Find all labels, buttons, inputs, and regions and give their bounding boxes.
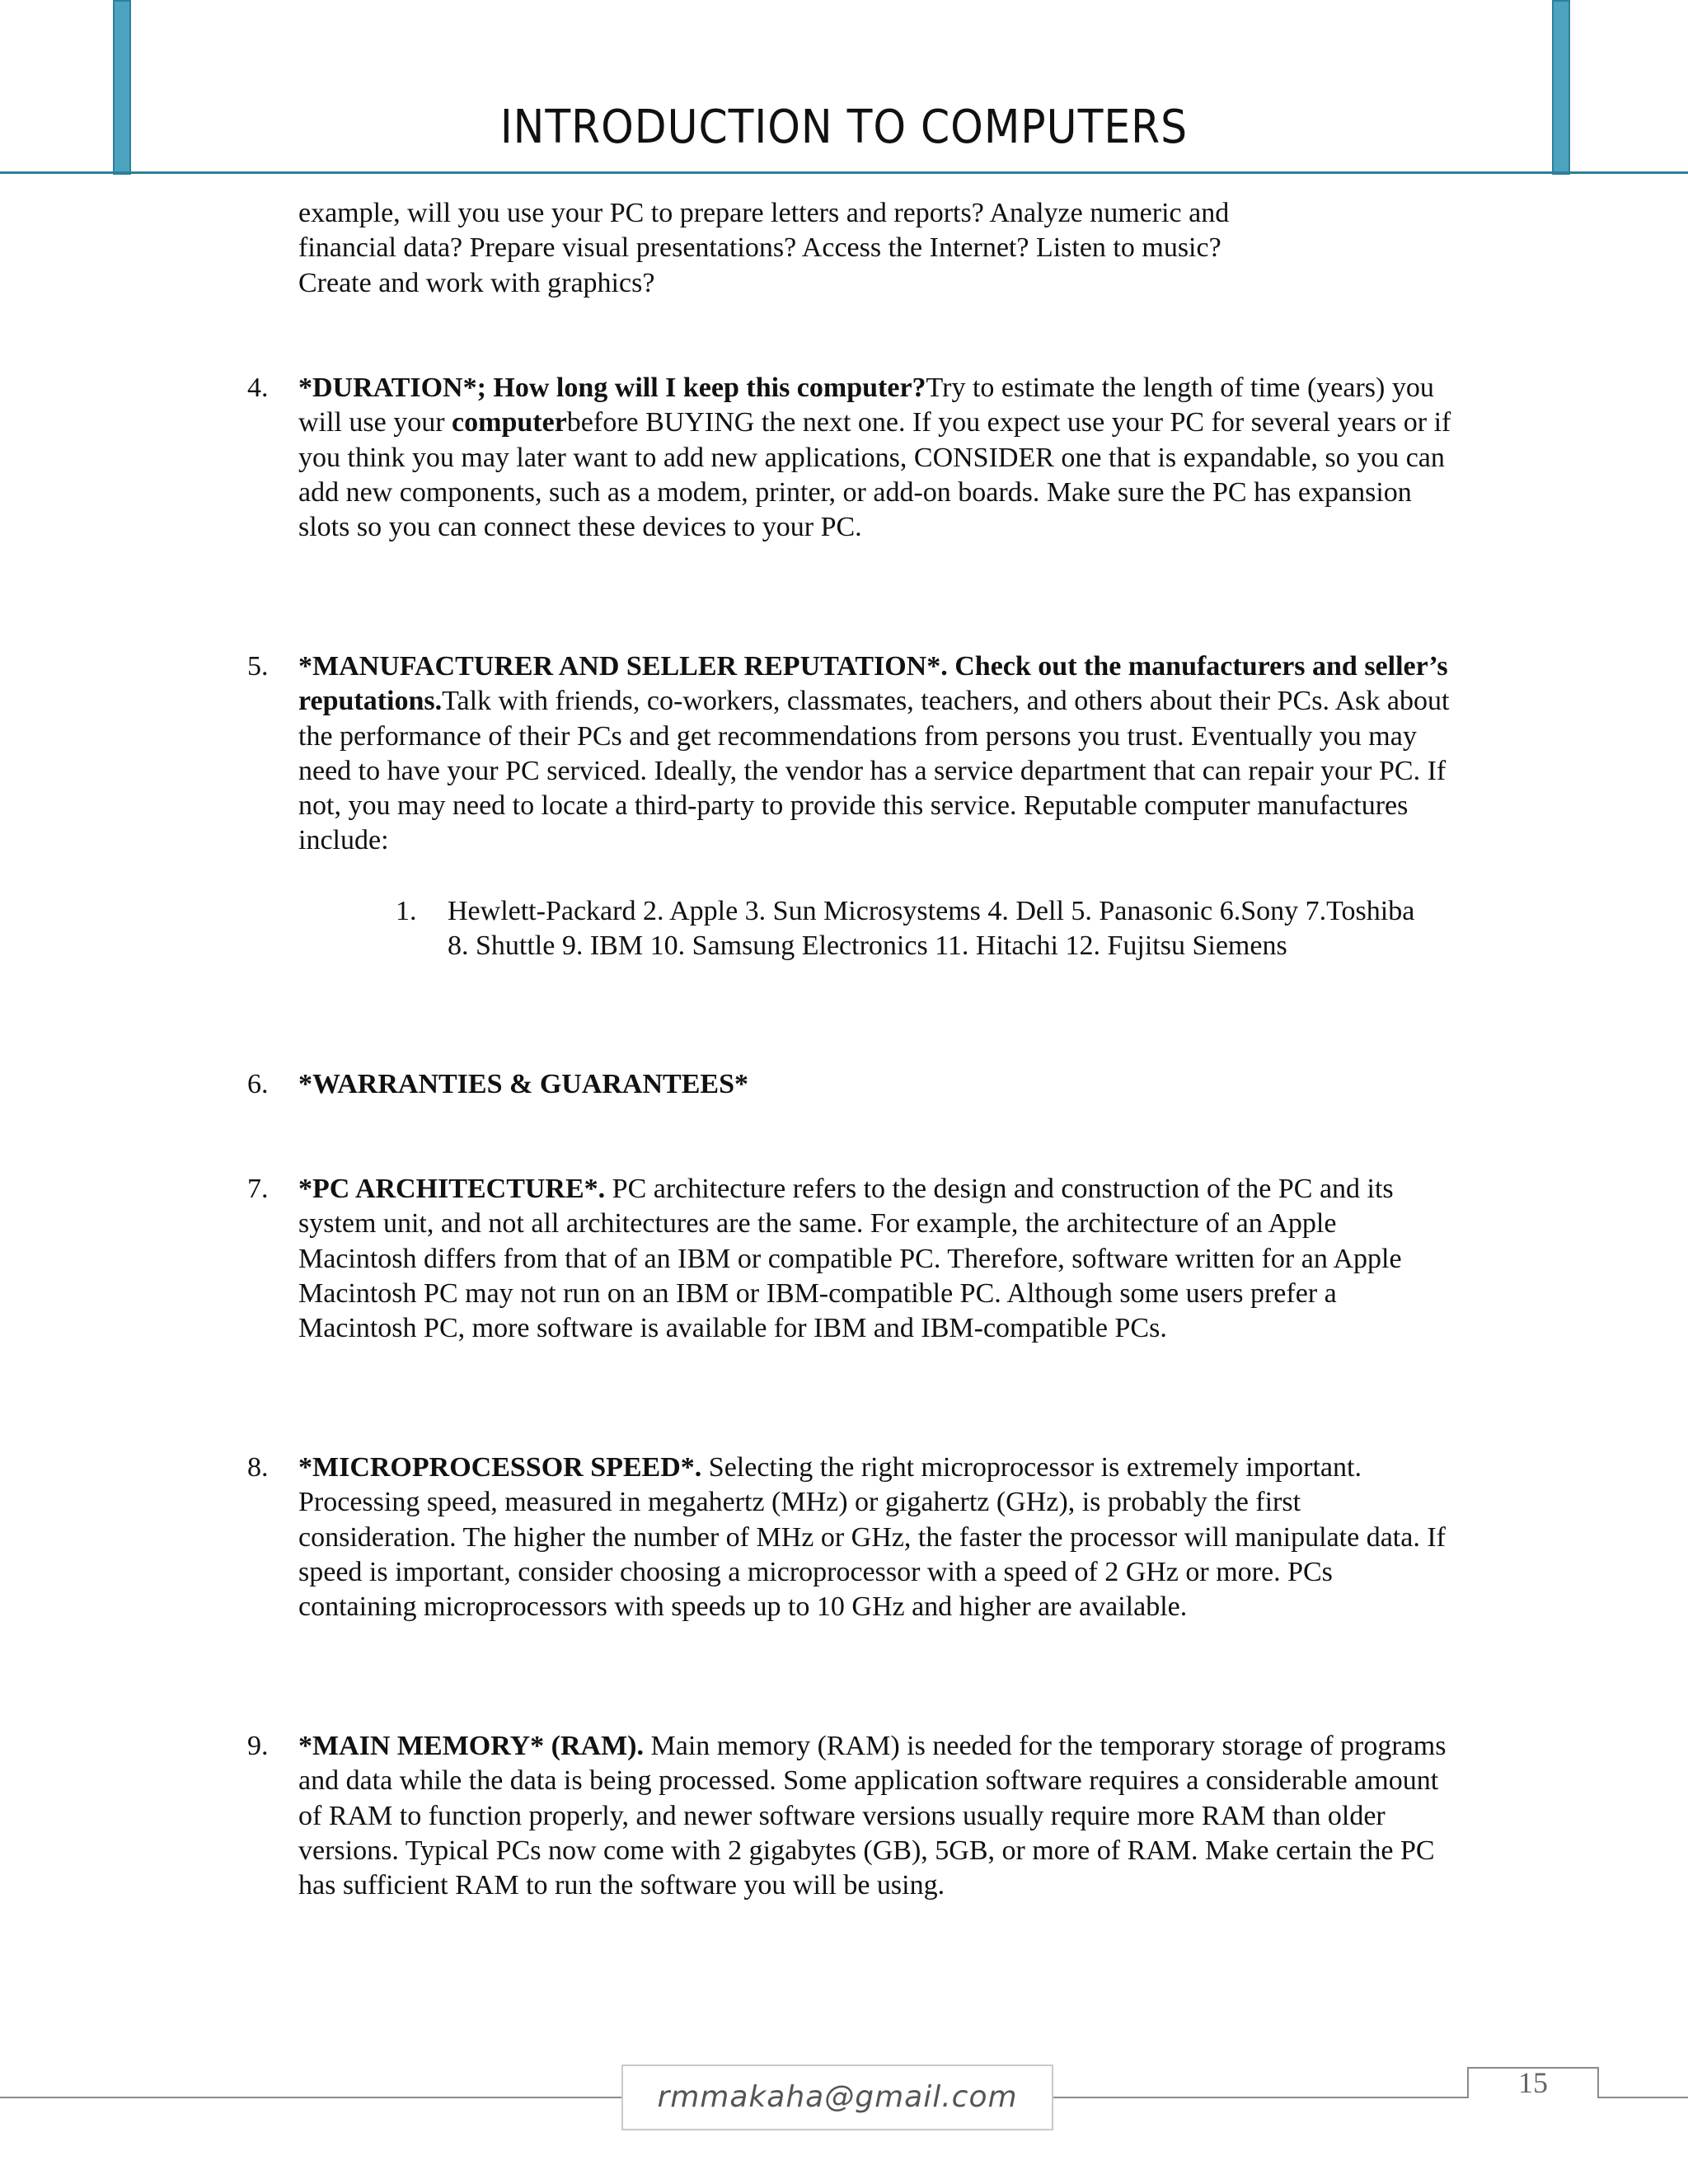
- manufacturer-list-text: Hewlett-Packard 2. Apple 3. Sun Microsystems 4. Dell 5. Panasonic 6.Sony 7.Toshiba 8. Shuttle 9. IBM 10. Samsung Electronics 11. Hitachi 12. Fujitsu Siemens: [448, 896, 1415, 962]
- intro-paragraph: [298, 196, 1452, 301]
- item-text: Main memory (RAM) is needed for the temporary storage of programs and data while the data is being processed. Some application software requires a considerable amount of RAM to function properly, and newer software versions usually require more RAM than older versions. Typical PCs now come with 2 gigabytes (GB), 5GB, or more of RAM. Make certain the PC has sufficient RAM to run the software you will be using.: [298, 1731, 1447, 1901]
- list-item-body: [298, 649, 1452, 859]
- item-text: Talk with friends, co-workers, classmates, teachers, and others about their PCs. Ask about the performance of their PCs and get recommendations from persons you trust. Eventually you may need to have your PC serviced. Ideally, the vendor has a service department that can repair your PC. If not, you may need to locate a third-party to provide this service. Reputable computer manufactures include:: [298, 686, 1450, 856]
- list-item-body: [298, 1729, 1452, 1903]
- item-heading: *DURATION*; How long will I keep this computer?: [298, 373, 926, 403]
- list-item-body: [298, 371, 1452, 545]
- list-number: 6.: [247, 1069, 269, 1099]
- list-item-body: [298, 1067, 1452, 1102]
- footer-email: rmmakaha@gmail.com: [621, 2064, 1053, 2130]
- list-number: 8.: [247, 1452, 269, 1483]
- item-heading: *MANUFACTURER AND SELLER REPUTATION*. Check out the manufacturers and seller’s reputations.: [298, 651, 1448, 717]
- list-number: 7.: [247, 1174, 269, 1204]
- list-number: 9.: [247, 1731, 269, 1761]
- footer-rule-right: [1599, 2097, 1688, 2098]
- list-number: 1.: [396, 896, 417, 926]
- page-title: INTRODUCTION TO COMPUTERS: [499, 101, 1189, 154]
- intro-line: financial data? Prepare visual presentations? Access the Internet? Listen to music?: [298, 232, 1221, 264]
- item-text: PC architecture refers to the design and construction of the PC and its system unit, and not all architectures are the same. For example, the architecture of an Apple Macintosh differs from that of an IBM or compatible PC. Therefore, software written for an Apple Macintosh PC may not run on an IBM or IBM-compatible PC. Although some users prefer a Macintosh PC, more software is available for IBM and IBM-compatible PCs.: [298, 1174, 1402, 1344]
- footer-rule-middle: [1053, 2097, 1467, 2098]
- footer-rule-left: [0, 2097, 621, 2098]
- intro-line: Create and work with graphics?: [298, 267, 655, 298]
- item-text: Try to estimate the length of time (years) you will use your: [298, 373, 1434, 438]
- item-text: Selecting the right microprocessor is extremely important. Processing speed, measured in megahertz (MHz) or gigahertz (GHz), is probably the first consideration. The higher the number of MHz or GHz, the faster the processor will manipulate data. If speed is important, consider choosing a microprocessor with a speed of 2 GHz or more. PCs containing microprocessors with speeds up to 10 GHz and higher are available.: [298, 1452, 1446, 1623]
- list-item-body: [298, 1172, 1452, 1346]
- item-heading: *PC ARCHITECTURE*.: [298, 1174, 606, 1204]
- item-heading: *MAIN MEMORY* (RAM).: [298, 1731, 644, 1761]
- list-number: 4.: [247, 373, 269, 403]
- page-number: 15: [1518, 2066, 1548, 2099]
- header-rule: [0, 171, 1688, 174]
- list-item-body: [298, 1451, 1452, 1624]
- list-number: 5.: [247, 651, 269, 682]
- item-heading: *WARRANTIES & GUARANTEES*: [298, 1069, 748, 1099]
- intro-line: example, will you use your PC to prepare letters and reports? Analyze numeric and: [298, 198, 1230, 228]
- item-text: before BUYING the next one. If you expect use your PC for several years or if you think you may later want to add new applications, CONSIDER one that is expandable, so you can add new components, such as a modem, printer, or add-on boards. Make sure the PC has expansion slots so you can connect these devices to your PC.: [298, 407, 1451, 543]
- item-bold-word: computer: [452, 407, 567, 438]
- item-heading: *MICROPROCESSOR SPEED*.: [298, 1452, 702, 1483]
